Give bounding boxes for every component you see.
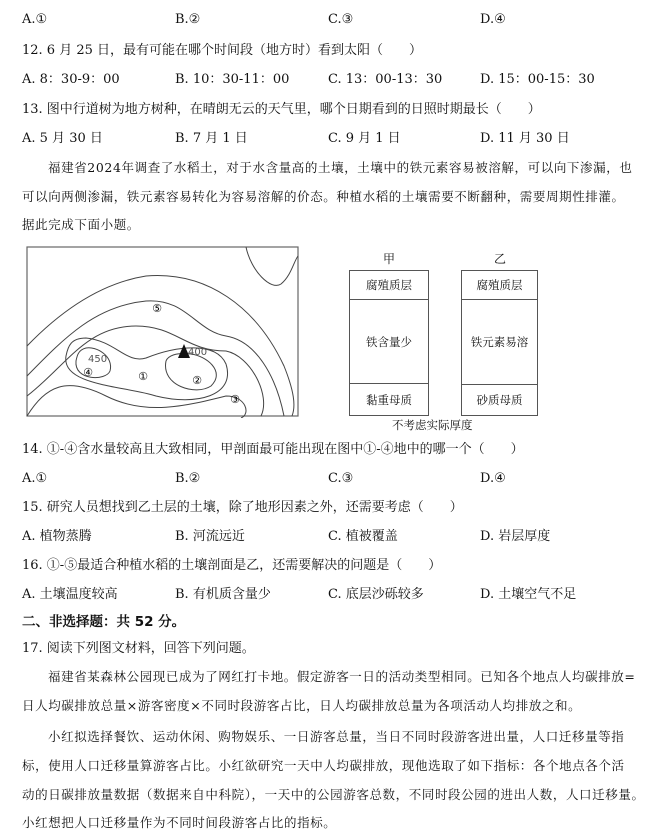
q15-stem: 15. 研究人员想找到乙土层的土壤，除了地形因素之外，还需要考虑（ ）	[22, 500, 463, 515]
q14-option-c[interactable]: C.③	[328, 471, 354, 486]
q14-option-b[interactable]: B.②	[175, 471, 201, 486]
q17-passage-line: 标，使用人口迁移量算游客占比。小红欲研究一天中人均碳排放，现他选取了如下指标：各个地点各个活	[22, 758, 625, 773]
q12-option-b[interactable]: B. 10：30-11：00	[175, 72, 290, 87]
layer-parent: 黏重母质	[366, 392, 412, 407]
q17-passage-line: 福建省某森林公园现已成为了网红打卡地。假定游客一日的活动类型相同。已知各个地点人均碳排放=	[48, 669, 636, 684]
contour-line	[27, 276, 294, 416]
q14-stem: 14. ①-④含水量较高且大致相同，甲剖面最可能出现在图中①-④地中的哪一个（ ）	[22, 442, 524, 457]
q16-option-b[interactable]: B. 有机质含量少	[175, 587, 271, 602]
passage1-line: 可以向两侧渗漏，铁元素容易转化为容易溶解的价态。种植水稻的土壤需要不断翻种，需要周期性排灌。	[22, 189, 625, 204]
profile-yi-title: 乙	[494, 252, 507, 266]
q15-option-a[interactable]: A. 植物蒸腾	[22, 529, 92, 544]
map-label-2: ②	[192, 374, 202, 387]
q12-stem: 12. 6 月 25 日，最有可能在哪个时间段（地方时）看到太阳（ ）	[22, 43, 423, 58]
q12-option-a[interactable]: A. 8：30-9：00	[22, 72, 120, 87]
map-label-1: ①	[138, 370, 148, 383]
q17-stem: 17. 阅读下列图文材料，回答下列问题。	[22, 641, 255, 656]
profile-jia-title: 甲	[383, 252, 396, 266]
profile-jia	[349, 270, 429, 416]
profile-yi	[461, 270, 538, 416]
q17-passage-line: 小红想把人口迁移量作为不同时间段游客占比的指标。	[22, 815, 337, 830]
section-heading: 二、非选择题：共 52 分。	[22, 614, 186, 630]
contour-line	[246, 247, 298, 285]
passage1-line: 福建省2024年调查了水稻土，对于水含量高的土壤，土壤中的铁元素容易被溶解，可以向下渗漏，也	[48, 160, 633, 175]
contour-value-450: 450	[88, 354, 108, 365]
q16-option-d[interactable]: D. 土壤空气不足	[480, 587, 577, 602]
q14-option-d[interactable]: D.④	[480, 471, 506, 486]
q13-option-b[interactable]: B. 7 月 1 日	[175, 131, 248, 146]
q17-passage-line: 日人均碳排放总量×游客密度×不同时段游客占比，日人均碳排放总量为各项活动人均排放之和。	[22, 698, 582, 713]
q13-option-c[interactable]: C. 9 月 1 日	[328, 131, 401, 146]
q16-stem: 16. ①-⑤最适合种植水稻的土壤剖面是乙，还需要解决的问题是（ ）	[22, 558, 442, 573]
map-label-3: ③	[230, 393, 240, 406]
contour-value-400: 400	[188, 347, 208, 358]
q17-passage-line: 动的日碳排放量数据（数据来自中科院），一天中的公园游客总数，不同时段公园的进出人数，人口迁移量。	[22, 787, 645, 802]
q16-option-c[interactable]: C. 底层沙砾较多	[328, 587, 424, 602]
q12-option-c[interactable]: C. 13：00-13：30	[328, 72, 443, 87]
q15-option-d[interactable]: D. 岩层厚度	[480, 529, 551, 544]
q15-option-c[interactable]: C. 植被覆盖	[328, 529, 398, 544]
q11-option-c[interactable]: C.③	[328, 12, 354, 27]
layer-parent: 砂质母质	[476, 393, 523, 407]
q12-option-d[interactable]: D. 15：00-15：30	[480, 72, 595, 87]
layer-middle: 铁元素易溶	[462, 300, 537, 385]
q11-option-d[interactable]: D.④	[480, 12, 506, 27]
contour-line-400	[166, 353, 217, 389]
q11-option-a[interactable]: A.①	[22, 12, 48, 27]
layer-humus: 腐殖质层	[462, 271, 537, 300]
layer-middle: 铁含量少	[350, 300, 428, 384]
passage1-line: 据此完成下面小题。	[22, 217, 140, 232]
layer-humus: 腐殖质层	[350, 271, 428, 300]
map-label-5: ⑤	[152, 302, 162, 315]
q14-option-a[interactable]: A.①	[22, 471, 48, 486]
map-label-4: ④	[83, 366, 93, 379]
q17-passage-line: 小红拟选择餐饮、运动休闲、购物娱乐、一日游客总量，当日不同时段游客进出量，人口迁移量等指	[48, 729, 625, 744]
q16-option-a[interactable]: A. 土壤温度较高	[22, 587, 118, 602]
q15-option-b[interactable]: B. 河流远近	[175, 529, 245, 544]
contour-line	[27, 386, 246, 418]
contour-map	[26, 246, 300, 418]
q13-stem: 13. 图中行道树为地方树种，在晴朗无云的天气里，哪个日期看到的日照时期最长（ ）	[22, 102, 541, 117]
q13-option-a[interactable]: A. 5 月 30 日	[22, 131, 103, 146]
profile-note: 不考虑实际厚度	[392, 418, 473, 432]
q11-option-b[interactable]: B.②	[175, 12, 201, 27]
q13-option-d[interactable]: D. 11 月 30 日	[480, 131, 570, 146]
